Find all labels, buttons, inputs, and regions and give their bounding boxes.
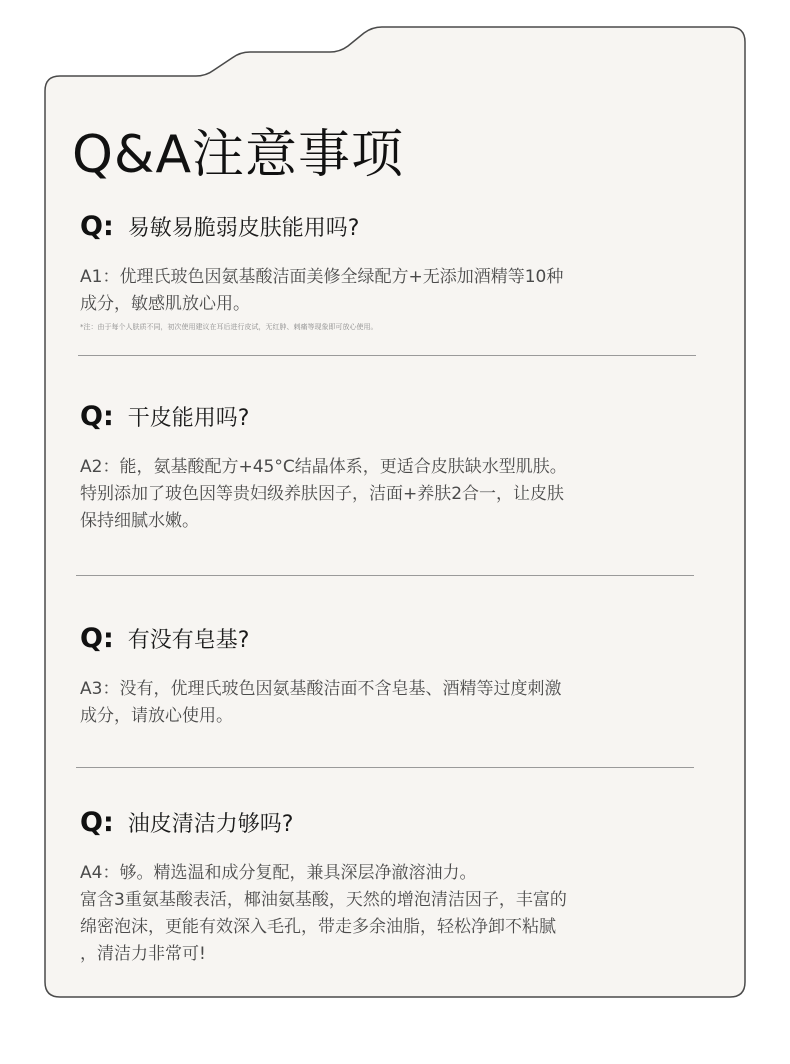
answer-line: A2：能，氨基酸配方+45°C结晶体系，更适合皮肤缺水型肌肤。 xyxy=(80,457,567,477)
divider xyxy=(76,767,694,768)
answer-line: A1：优理氏玻色因氨基酸洁面美修全绿配方+无添加酒精等10种 xyxy=(80,267,564,287)
answer-text xyxy=(80,264,705,332)
qa-item-4 xyxy=(80,804,710,968)
answer-text xyxy=(80,454,705,535)
footnote: *注：由于每个人肤质不同，初次使用建议在耳后进行皮试，无红肿、刺痛等现象即可放心使用。 xyxy=(80,323,378,331)
question-text: 有没有皂基? xyxy=(127,627,250,653)
divider xyxy=(76,575,694,576)
answer-text xyxy=(80,860,705,968)
answer-line: 成分，请放心使用。 xyxy=(80,706,233,726)
question-text: 易敏易脆弱皮肤能用吗? xyxy=(127,215,360,241)
answer-line: 绵密泡沫，更能有效深入毛孔，带走多余油脂，轻松净卸不粘腻 xyxy=(80,917,556,937)
answer-line: ，清洁力非常可! xyxy=(80,944,206,964)
qa-item-1 xyxy=(80,208,710,332)
divider xyxy=(78,355,696,356)
page-title: Q&A注意事项 xyxy=(72,125,405,185)
qa-item-3 xyxy=(80,620,710,730)
question-mark-label: Q: xyxy=(80,806,114,838)
question-mark-label: Q: xyxy=(80,210,114,242)
question-mark-label: Q: xyxy=(80,622,114,654)
qa-item-2 xyxy=(80,398,710,535)
question-mark-label: Q: xyxy=(80,400,114,432)
answer-line: 成分，敏感肌放心用。 xyxy=(80,294,250,314)
answer-line: A4：够。精选温和成分复配，兼具深层净澈溶油力。 xyxy=(80,863,477,883)
question-text: 干皮能用吗? xyxy=(127,405,250,431)
question-text: 油皮清洁力够吗? xyxy=(127,811,294,837)
answer-text xyxy=(80,676,705,730)
answer-line: 保持细腻水嫩。 xyxy=(80,511,199,531)
answer-line: 特别添加了玻色因等贵妇级养肤因子，洁面+养肤2合一，让皮肤 xyxy=(80,484,565,504)
answer-line: A3：没有，优理氏玻色因氨基酸洁面不含皂基、酒精等过度刺激 xyxy=(80,679,562,699)
answer-line: 富含3重氨基酸表活，椰油氨基酸，天然的增泡清洁因子，丰富的 xyxy=(80,890,567,910)
